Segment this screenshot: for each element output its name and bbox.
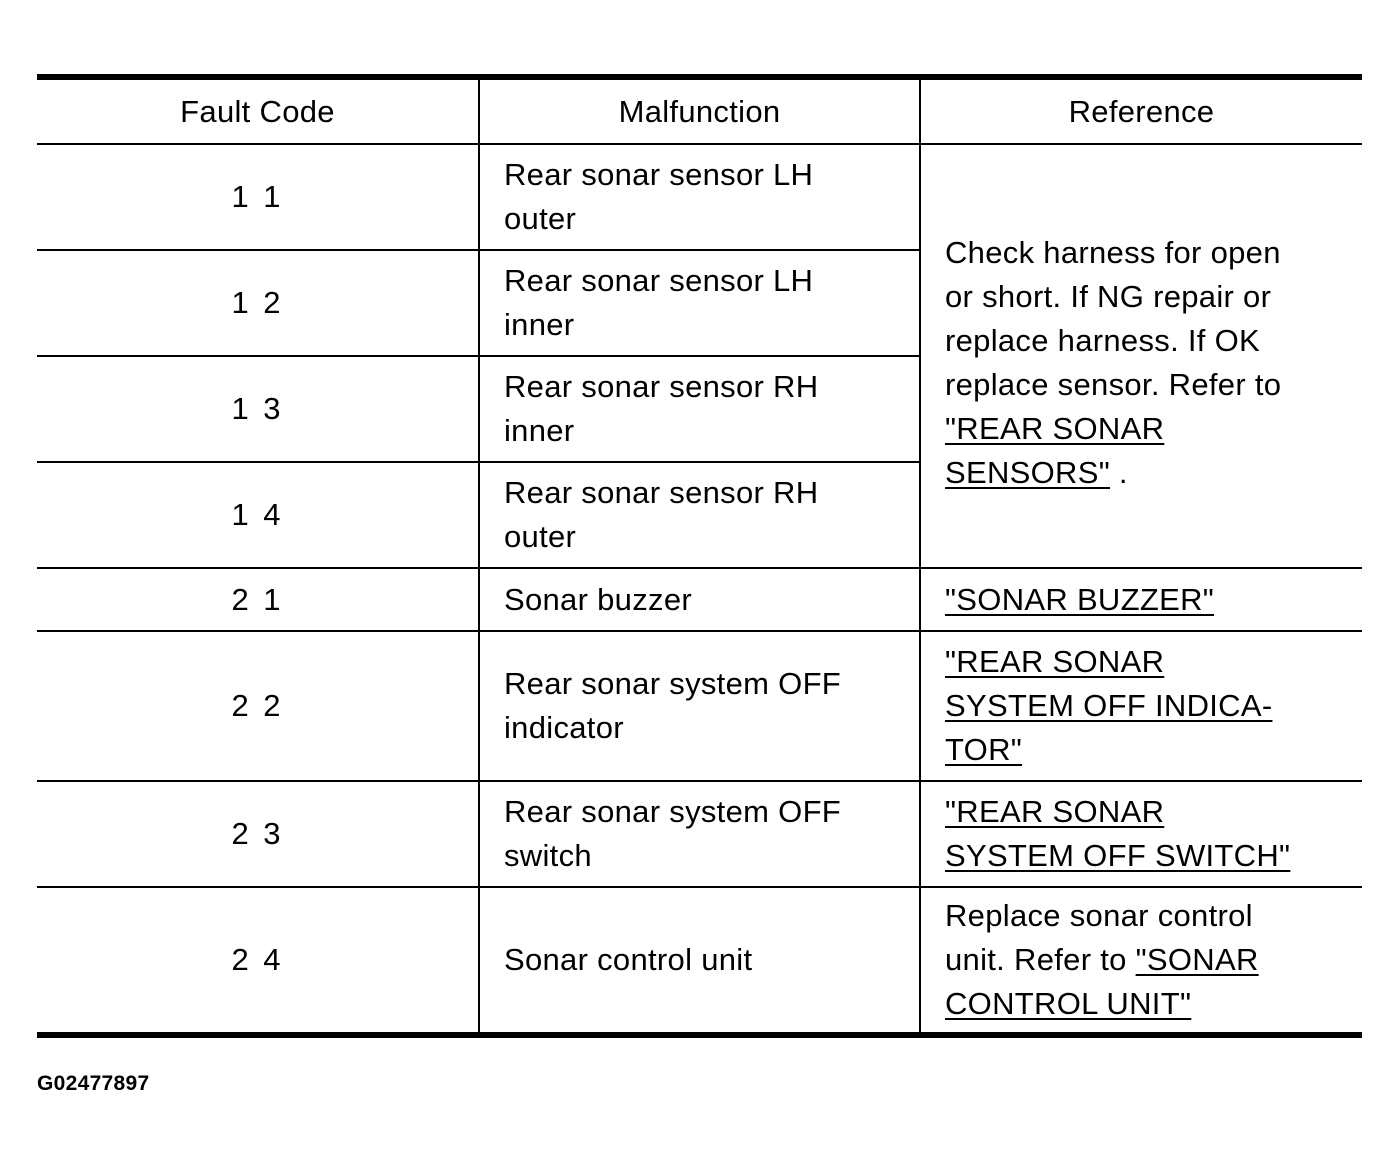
malfunction-cell xyxy=(479,781,920,887)
fault-code-cell: 1 1 xyxy=(37,144,479,250)
rear-sonar-sensors-link[interactable]: "REAR SONAR xyxy=(945,411,1165,446)
fault-code-cell: 1 3 xyxy=(37,356,479,462)
malfunction-text: Rear sonar sensor LH xyxy=(504,157,814,192)
fault-code-cell: 1 2 xyxy=(37,250,479,356)
fault-code-cell: 2 3 xyxy=(37,781,479,887)
malfunction-text: indicator xyxy=(504,710,624,745)
rear-sonar-sensors-link[interactable]: SENSORS" xyxy=(945,455,1110,490)
malfunction-text: outer xyxy=(504,201,577,236)
reference-cell-sensors xyxy=(920,144,1362,568)
table-row xyxy=(37,631,1362,781)
malfunction-text: Rear sonar sensor LH xyxy=(504,263,814,298)
malfunction-cell xyxy=(479,250,920,356)
reference-text: Replace sonar control xyxy=(945,898,1253,933)
reference-cell-buzzer xyxy=(920,568,1362,631)
reference-text: replace sensor. Refer to xyxy=(945,367,1282,402)
sonar-buzzer-link[interactable]: "SONAR BUZZER" xyxy=(945,581,1215,617)
fault-code-cell: 2 1 xyxy=(37,568,479,631)
header-reference: Reference xyxy=(920,77,1362,144)
reference-cell-control-unit xyxy=(920,887,1362,1035)
off-switch-link[interactable]: "REAR SONAR xyxy=(945,794,1165,829)
malfunction-cell xyxy=(479,568,920,631)
malfunction-cell xyxy=(479,356,920,462)
reference-text: Check harness for open xyxy=(945,235,1281,270)
malfunction-text: Rear sonar system OFF xyxy=(504,794,842,829)
reference-text: replace harness. If OK xyxy=(945,323,1261,358)
table-header-row xyxy=(37,77,1362,144)
reference-cell-indicator xyxy=(920,631,1362,781)
sonar-control-unit-link[interactable]: "SONAR xyxy=(1135,942,1259,977)
malfunction-cell xyxy=(479,631,920,781)
reference-suffix: . xyxy=(1110,455,1128,490)
fault-code-table xyxy=(37,74,1362,1038)
malfunction-text: Rear sonar sensor RH xyxy=(504,369,819,404)
header-fault-code: Fault Code xyxy=(37,77,479,144)
off-switch-link[interactable]: SYSTEM OFF SWITCH" xyxy=(945,838,1291,873)
off-indicator-link[interactable]: "REAR SONAR xyxy=(945,644,1165,679)
sonar-control-unit-link[interactable]: CONTROL UNIT" xyxy=(945,986,1192,1021)
table-row xyxy=(37,887,1362,1035)
malfunction-text: outer xyxy=(504,519,577,554)
table-row xyxy=(37,568,1362,631)
malfunction-text: Rear sonar system OFF xyxy=(504,666,842,701)
table-row xyxy=(37,144,1362,250)
malfunction-text: Sonar buzzer xyxy=(504,581,692,617)
fault-code-cell: 2 4 xyxy=(37,887,479,1035)
off-indicator-link[interactable]: SYSTEM OFF INDICA- xyxy=(945,688,1273,723)
fault-code-cell: 1 4 xyxy=(37,462,479,568)
header-malfunction: Malfunction xyxy=(479,77,920,144)
malfunction-text: inner xyxy=(504,307,575,342)
malfunction-cell xyxy=(479,887,920,1035)
malfunction-text: inner xyxy=(504,413,575,448)
reference-text: unit. Refer to xyxy=(945,942,1136,977)
off-indicator-link[interactable]: TOR" xyxy=(945,732,1023,767)
malfunction-cell xyxy=(479,144,920,250)
reference-cell-switch xyxy=(920,781,1362,887)
fault-code-cell: 2 2 xyxy=(37,631,479,781)
malfunction-text: switch xyxy=(504,838,592,873)
malfunction-cell xyxy=(479,462,920,568)
figure-id: G02477897 xyxy=(37,1072,150,1095)
malfunction-text: Rear sonar sensor RH xyxy=(504,475,819,510)
table-row xyxy=(37,781,1362,887)
malfunction-text: Sonar control unit xyxy=(504,942,753,977)
reference-text: or short. If NG repair or xyxy=(945,279,1272,314)
